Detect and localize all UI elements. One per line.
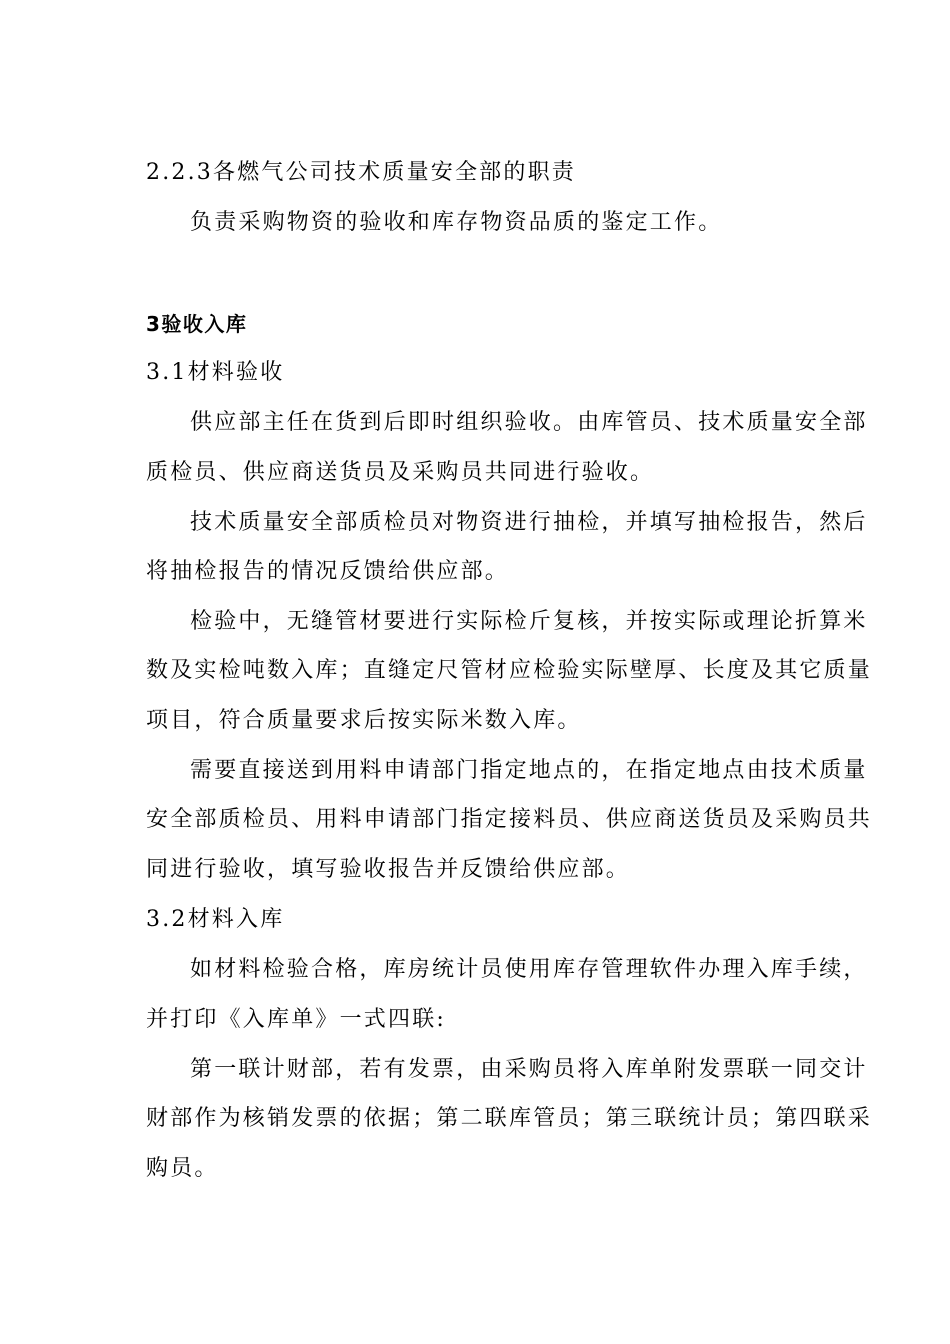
paragraph-line: 数及实检吨数入库；直缝定尺管材应检验实际壁厚、长度及其它质量 <box>146 658 873 683</box>
section-3-1-heading: 3.1材料验收 <box>146 360 285 385</box>
section-2-2-3-body: 负责采购物资的验收和库存物资品质的鉴定工作。 <box>190 210 723 235</box>
paragraph-line: 质检员、供应商送货员及采购员共同进行验收。 <box>146 460 655 485</box>
paragraph-line: 购员。 <box>146 1156 219 1181</box>
section-3-heading: 3验收入库 <box>146 312 248 336</box>
paragraph-line: 将抽检报告的情况反馈给供应部。 <box>146 559 510 584</box>
section-2-2-3-heading: 2.2.3各燃气公司技术质量安全部的职责 <box>146 160 576 185</box>
paragraph-line: 检验中，无缝管材要进行实际检斤复核，并按实际或理论折算米 <box>190 609 868 634</box>
paragraph-line: 需要直接送到用料申请部门指定地点的，在指定地点由技术质量 <box>190 758 868 783</box>
paragraph-line: 供应部主任在货到后即时组织验收。由库管员、技术质量安全部 <box>190 410 868 435</box>
paragraph-line: 第一联计财部，若有发票，由采购员将入库单附发票联一同交计 <box>190 1057 868 1082</box>
paragraph-line: 技术质量安全部质检员对物资进行抽检，并填写抽检报告，然后 <box>190 510 868 535</box>
paragraph-line: 财部作为核销发票的依据；第二联库管员；第三联统计员；第四联采 <box>146 1106 873 1131</box>
paragraph-line: 项目，符合质量要求后按实际米数入库。 <box>146 708 582 733</box>
paragraph-line: 如材料检验合格，库房统计员使用库存管理软件办理入库手续， <box>190 957 868 982</box>
paragraph-line: 安全部质检员、用料申请部门指定接料员、供应商送货员及采购员共 <box>146 807 873 832</box>
paragraph-line: 并打印《入库单》一式四联: <box>146 1007 447 1032</box>
paragraph-line: 同进行验收，填写验收报告并反馈给供应部。 <box>146 857 631 882</box>
section-3-2-heading: 3.2材料入库 <box>146 907 285 932</box>
